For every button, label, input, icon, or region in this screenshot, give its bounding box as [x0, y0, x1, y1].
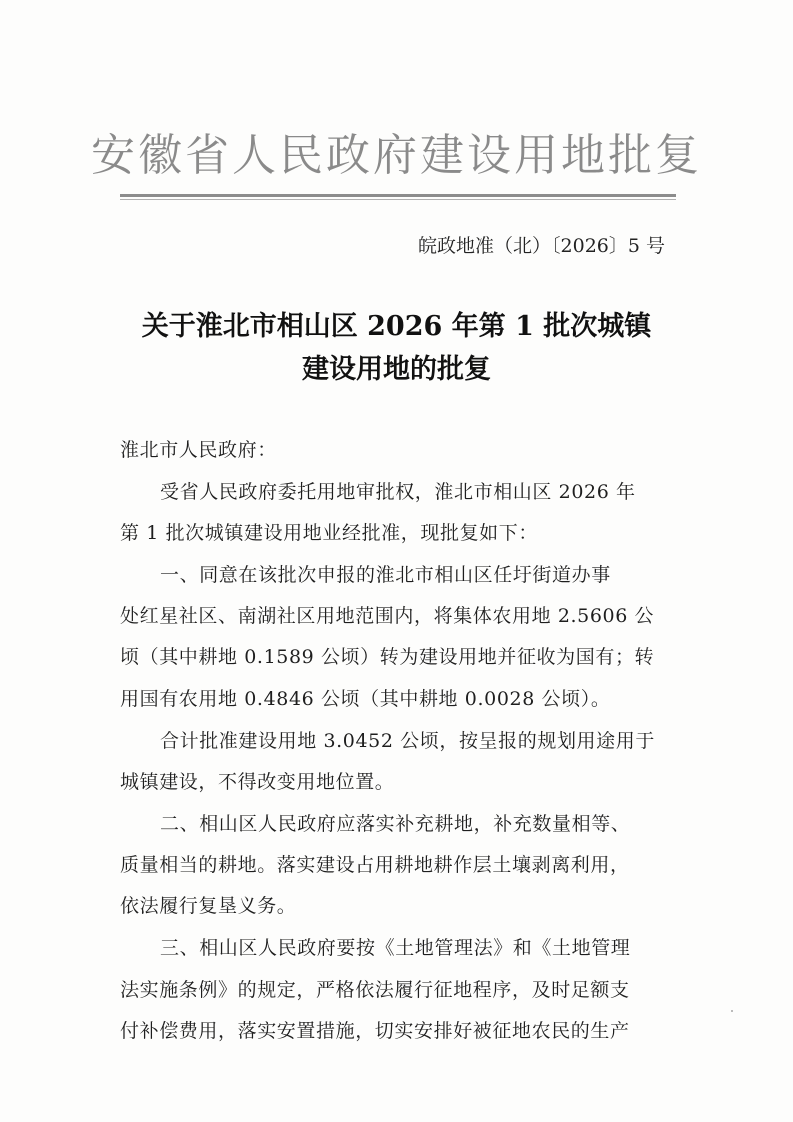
body-line: 二、相山区人民政府应落实补充耕地，补充数量相等、 [160, 813, 631, 835]
body-line: 质量相当的耕地。落实建设占用耕地耕作层土壤剥离利用， [120, 854, 630, 876]
addressee: 淮北市人民政府： [120, 439, 277, 461]
body-line: 付补偿费用，落实安置措施，切实安排好被征地农民的生产 [120, 1020, 630, 1042]
document-title-line-1: 关于淮北市相山区 2026 年第 1 批次城镇 [141, 311, 652, 342]
body-line: 受省人民政府委托用地审批权，淮北市相山区 2026 年 [160, 481, 636, 503]
body-line: 用国有农用地 0.4846 公顷（其中耕地 0.0028 公顷）。 [120, 688, 611, 710]
header-divider-thick [120, 194, 676, 197]
document-number: 皖政地准（北）〔2026〕5 号 [418, 235, 665, 257]
scan-speck [731, 1010, 733, 1012]
body-line: 第 1 批次城镇建设用地业经批准，现批复如下： [120, 522, 538, 544]
body-line: 顷（其中耕地 0.1589 公顷）转为建设用地并征收为国有；转 [120, 646, 655, 668]
header-divider-thin [120, 199, 676, 200]
body-line: 城镇建设，不得改变用地位置。 [120, 771, 395, 793]
body-line: 合计批准建设用地 3.0452 公顷，按呈报的规划用途用于 [160, 730, 655, 752]
body-line: 处红星社区、南湖社区用地范围内，将集体农用地 2.5606 公 [120, 605, 655, 627]
issuer-header-title: 安徽省人民政府建设用地批复 [91, 130, 702, 181]
body-line: 三、相山区人民政府要按《土地管理法》和《土地管理 [160, 937, 631, 959]
body-line: 法实施条例》的规定，严格依法履行征地程序，及时足额支 [120, 979, 630, 1001]
body-line: 一、同意在该批次申报的淮北市相山区任圩街道办事 [160, 564, 611, 586]
body-line: 依法履行复垦义务。 [120, 895, 297, 917]
document-title-line-2: 建设用地的批复 [302, 354, 491, 385]
